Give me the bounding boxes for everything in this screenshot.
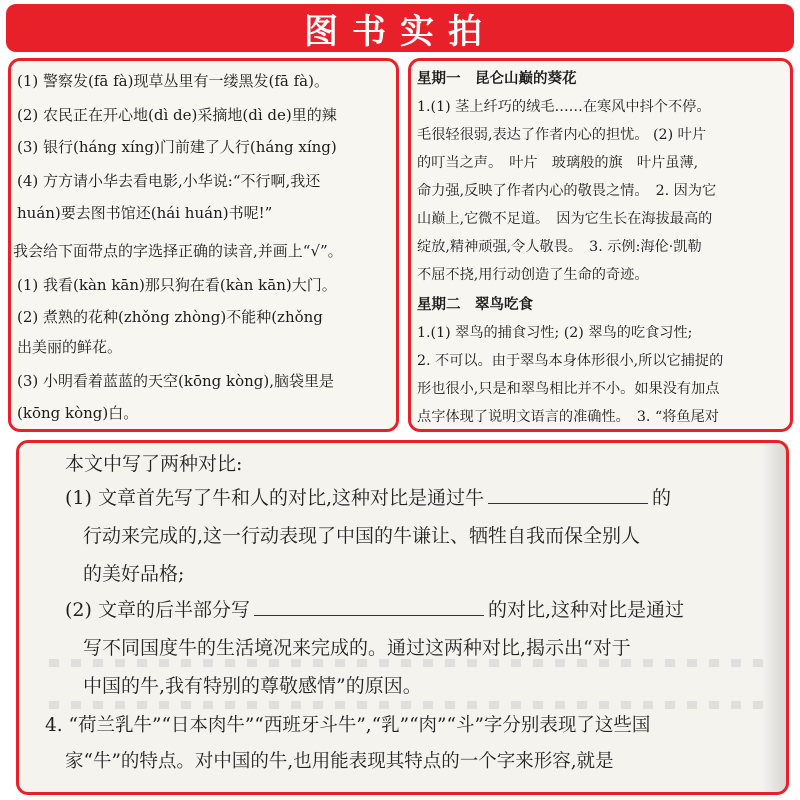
section-title: 星期一 昆仑山巅的葵花 xyxy=(417,71,577,87)
answer-line: 山巅上,它微不足道。 因为它生长在海拔最高的 xyxy=(417,211,713,227)
answer-line: 不屈不挠,用行动创造了生命的奇迹。 xyxy=(417,267,649,283)
answer-line: 1.(1) 翠鸟的捕食习性; (2) 翠鸟的吃食习性; xyxy=(417,325,693,341)
answer-line: 2. 不可以。由于翠鸟本身体形很小,所以它捕捉的 xyxy=(417,353,724,369)
question-line xyxy=(83,561,184,587)
question-line xyxy=(83,523,640,549)
answer-blank[interactable] xyxy=(488,502,648,504)
text-segment: 4. “荷兰乳牛”“日本肉牛”“西班牙斗牛”,“乳”“肉”“斗”字分别表现了这些国 xyxy=(45,715,651,736)
text-segment: 家“牛”的特点。对中国的牛,也用能表现其特点的一个字来形容,就是 xyxy=(65,751,614,772)
text-segment: (1) 文章首先写了牛和人的对比,这种对比是通过牛 xyxy=(65,487,484,509)
text-line: (2) 农民正在开心地(dì de)采摘地(dì de)里的辣 xyxy=(17,106,337,124)
question-line xyxy=(83,673,422,699)
question-line xyxy=(65,749,614,775)
question-line xyxy=(65,597,684,623)
answer-line: 毛很轻很弱,表达了作者内心的担忧。 (2) 叶片 xyxy=(417,127,707,143)
text-segment: 中国的牛,我有特别的尊敬感情”的原因。 xyxy=(83,675,422,697)
question-line xyxy=(45,713,650,739)
section-title: 星期二 翠鸟吃食 xyxy=(417,297,533,313)
text-segment: 的美好品格; xyxy=(83,563,185,585)
text-line: (4) 方方请小华去看电影,小华说:“不行啊,我还 xyxy=(17,172,321,190)
page-edge-shadow xyxy=(762,443,786,792)
photo-panel-answers xyxy=(408,58,793,432)
text-line: (1) 警察发(fā fà)现草丛里有一缕黑发(fā fà)。 xyxy=(17,72,329,90)
question-line xyxy=(65,451,242,477)
answer-line: 1.(1) 茎上纤巧的绒毛……在寒风中抖个不停。 xyxy=(417,99,711,115)
answer-line: 命力强,反映了作者内心的敬畏之情。 2. 因为它 xyxy=(417,183,717,199)
answer-line: 点字体现了说明文语言的准确性。 3. “将鱼尾对 xyxy=(417,409,719,425)
text-line: huán)要去图书馆还(hái huán)书呢!” xyxy=(17,204,273,222)
answer-line: 的叮当之声。 叶片 玻璃般的旗 叶片虽薄, xyxy=(417,155,699,171)
banner-title: 图书实拍 xyxy=(304,11,496,52)
text-line: (1) 我看(kàn kān)那只狗在看(kàn kān)大门。 xyxy=(17,276,337,294)
text-line: (3) 小明看着蓝蓝的天空(kōng kòng),脑袋里是 xyxy=(17,372,335,390)
text-segment: 行动来完成的,这一行动表现了中国的牛谦让、牺牲自我而保全别人 xyxy=(83,525,641,547)
text-line: (kōng kòng)白。 xyxy=(17,404,139,422)
text-segment: (2) 文章的后半部分写 xyxy=(65,599,250,621)
text-line: (3) 银行(háng xíng)门前建了人行(háng xíng) xyxy=(17,138,337,156)
banner xyxy=(6,4,794,52)
text-line: (2) 煮熟的花种(zhǒng zhòng)不能种(zhǒng xyxy=(17,308,323,326)
answer-line: 绽放,精神顽强,令人敬畏。 3. 示例:海伦·凯勒 xyxy=(417,239,702,255)
question-line xyxy=(83,635,631,661)
text-line: 出美丽的鲜花。 xyxy=(17,338,123,356)
text-segment: 写不同国度牛的生活境况来完成的。通过这两种对比,揭示出“对于 xyxy=(83,637,631,659)
instruction-line: 我会给下面带点的字选择正确的读音,并画上“√”。 xyxy=(13,242,343,260)
question-line xyxy=(65,485,671,511)
text-segment: 的对比,这种对比是通过 xyxy=(487,599,685,621)
answer-blank[interactable] xyxy=(254,614,484,616)
answer-line: 形也很小,只是和翠鸟相比并不小。如果没有加点 xyxy=(417,381,720,397)
photo-panel-pronunciation xyxy=(8,58,399,432)
photo-panel-reading-question xyxy=(16,440,789,795)
text-segment: 本文中写了两种对比: xyxy=(65,453,243,475)
text-segment: 的 xyxy=(652,487,672,509)
bleed-through-text xyxy=(49,701,769,709)
